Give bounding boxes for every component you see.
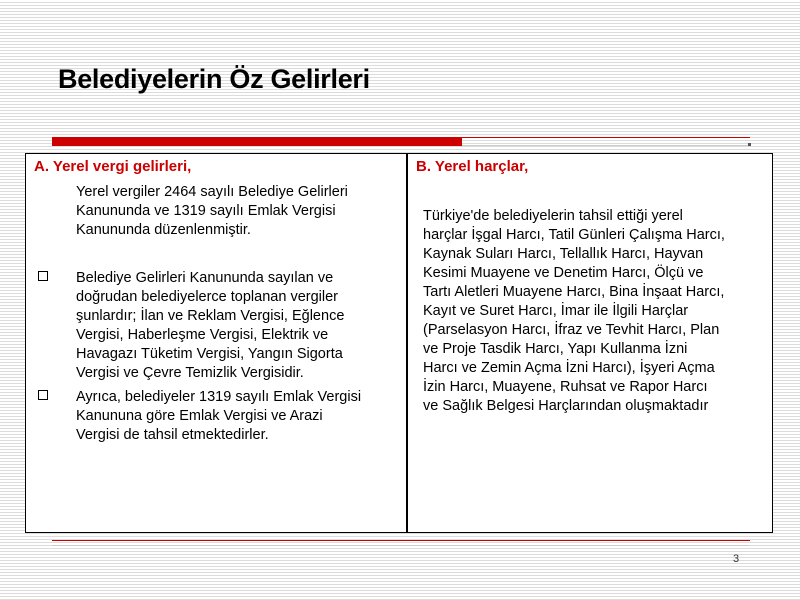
text-line: ve Sağlık Belgesi Harçlarından oluşmaktadır: [423, 398, 709, 414]
title-underline-bar: [52, 137, 462, 146]
text-line: doğrudan belediyelerce toplanan vergiler: [76, 289, 338, 305]
text-line: Kanununa göre Emlak Vergisi ve Arazi: [76, 408, 323, 424]
right-body-paragraph: [423, 207, 725, 416]
text-line: Kesimi Muayene ve Denetim Harcı, Ölçü ve: [423, 265, 704, 281]
text-line: Harcı ve Zemin Açma İzni Harcı), İşyeri Açma: [423, 360, 715, 376]
text-line: şunlardır; İlan ve Reklam Vergisi, Eğlence: [76, 308, 345, 324]
title-underline-thin: [462, 137, 750, 138]
content-table: [25, 153, 773, 533]
text-line: (Parselasyon Harcı, İfraz ve Tevhit Harcı, Plan: [423, 322, 720, 338]
title-underline-thin-grey: [462, 145, 750, 146]
left-heading: A. Yerel vergi gelirleri,: [34, 158, 192, 175]
text-line: ve Proje Tasdik Harcı, Yapı Kullanma İzni: [423, 341, 688, 357]
text-line: Kanununda ve 1319 sayılı Emlak Vergisi: [76, 203, 336, 219]
decorative-dot: [748, 143, 751, 146]
right-column: [408, 154, 772, 532]
text-line: Ayrıca, belediyeler 1319 sayılı Emlak Vergisi: [76, 389, 362, 405]
text-line: Yerel vergiler 2464 sayılı Belediye Gelirleri: [76, 184, 348, 200]
hollow-square-bullet-icon: [38, 390, 48, 400]
text-line: harçlar İşgal Harcı, Tatil Günleri Çalışma Harcı,: [423, 227, 725, 243]
left-intro-paragraph: [76, 183, 348, 240]
text-line: Tartı Aletleri Muayene Harcı, Bina İnşaat Harcı,: [423, 284, 725, 300]
text-line: İzin Harcı, Muayene, Ruhsat ve Rapor Harcı: [423, 379, 708, 395]
left-column: [26, 154, 408, 532]
footer-line: [52, 540, 750, 541]
text-line: Vergisi de tahsil etmektedirler.: [76, 427, 269, 443]
footer-line-grey: [52, 545, 750, 546]
right-heading: B. Yerel harçlar,: [416, 158, 529, 175]
text-line: Havagazı Tüketim Vergisi, Yangın Sigorta: [76, 346, 343, 362]
text-line: Kanununda düzenlenmiştir.: [76, 222, 251, 238]
text-line: Vergisi, Haberleşme Vergisi, Elektrik ve: [76, 327, 329, 343]
left-bullet-1: [76, 269, 344, 383]
text-line: Türkiye'de belediyelerin tahsil ettiği yerel: [423, 208, 683, 224]
text-line: Belediye Gelirleri Kanununda sayılan ve: [76, 270, 334, 286]
page-number: 3: [733, 553, 740, 565]
hollow-square-bullet-icon: [38, 271, 48, 281]
text-line: Kaynak Suları Harcı, Tellallık Harcı, Hayvan: [423, 246, 704, 262]
text-line: Vergisi ve Çevre Temizlik Vergisidir.: [76, 365, 304, 381]
slide-title: Belediyelerin Öz Gelirleri: [58, 64, 370, 94]
text-line: Kayıt ve Suret Harcı, İmar ile İlgili Harçlar: [423, 303, 689, 319]
left-bullet-2: [76, 388, 361, 445]
